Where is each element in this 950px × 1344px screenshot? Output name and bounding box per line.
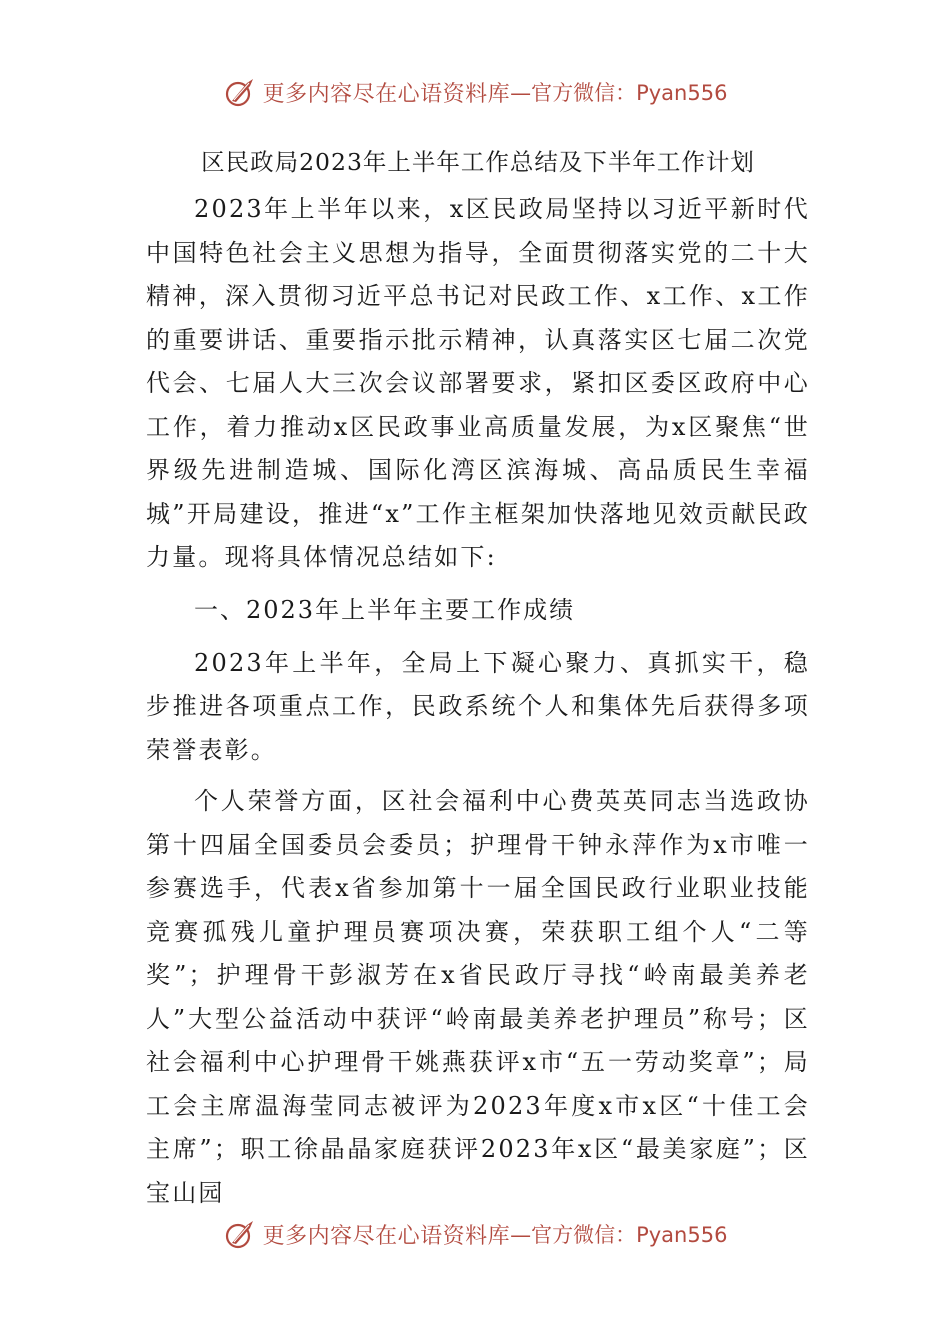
- watermark-contact-text: —官方微信：Pyan556: [510, 81, 728, 105]
- watermark-brand-text: 更多内容尽在心语资料库: [262, 81, 511, 107]
- watermark-contact-text: —官方微信：Pyan556: [510, 1223, 728, 1247]
- document-title: 区民政局2023年上半年工作总结及下半年工作计划: [201, 148, 755, 176]
- section-heading: 一、2023年上半年主要工作成绩: [194, 595, 576, 624]
- quill-pen-icon: [223, 75, 257, 109]
- watermark-banner-top: [0, 68, 950, 116]
- section-paragraph: 个人荣誉方面，区社会福利中心费英英同志当选政协第十四届全国委员会委员；护理骨干钟永萍作为x市唯一参赛选手，代表x省参加第十一届全国民政行业职业技能竞赛孤残儿童护理员赛项决赛，荣获职工组个人“二等奖”；护理骨干彭淑芳在x省民政厅寻找“岭南最美养老人”大型公益活动中获评“岭南最美养老护理员”称号；区社会福利中心护理骨干姚燕获评x市“五一劳动奖章”；局工会主席温海莹同志被评为2023年度x市x区“十佳工会主席”；职工徐晶晶家庭获评2023年x区“最美家庭”；区宝山园: [146, 787, 810, 1207]
- document-body: [146, 140, 810, 1223]
- quill-pen-icon: [223, 1217, 257, 1251]
- section-paragraph: 2023年上半年，全局上下凝心聚力、真抓实干，稳步推进各项重点工作，民政系统个人和集体先后获得多项荣誉表彰。: [146, 648, 810, 764]
- intro-paragraph: 2023年上半年以来，x区民政局坚持以习近平新时代中国特色社会主义思想为指导，全面贯彻落实党的二十大精神，深入贯彻习近平总书记对民政工作、x工作、x工作的重要讲话、重要指示批示精神，认真落实区七届二次党代会、七届人大三次会议部署要求，紧扣区委区政府中心工作，着力推动x区民政事业高质量发展，为x区聚焦“世界级先进制造城、国际化湾区滨海城、高品质民生幸福城”开局建设，推进“x”工作主框架加快落地见效贡献民政力量。现将具体情况总结如下:: [146, 195, 810, 571]
- watermark-banner-bottom: [0, 1210, 950, 1258]
- watermark-brand-text: 更多内容尽在心语资料库: [262, 1223, 511, 1249]
